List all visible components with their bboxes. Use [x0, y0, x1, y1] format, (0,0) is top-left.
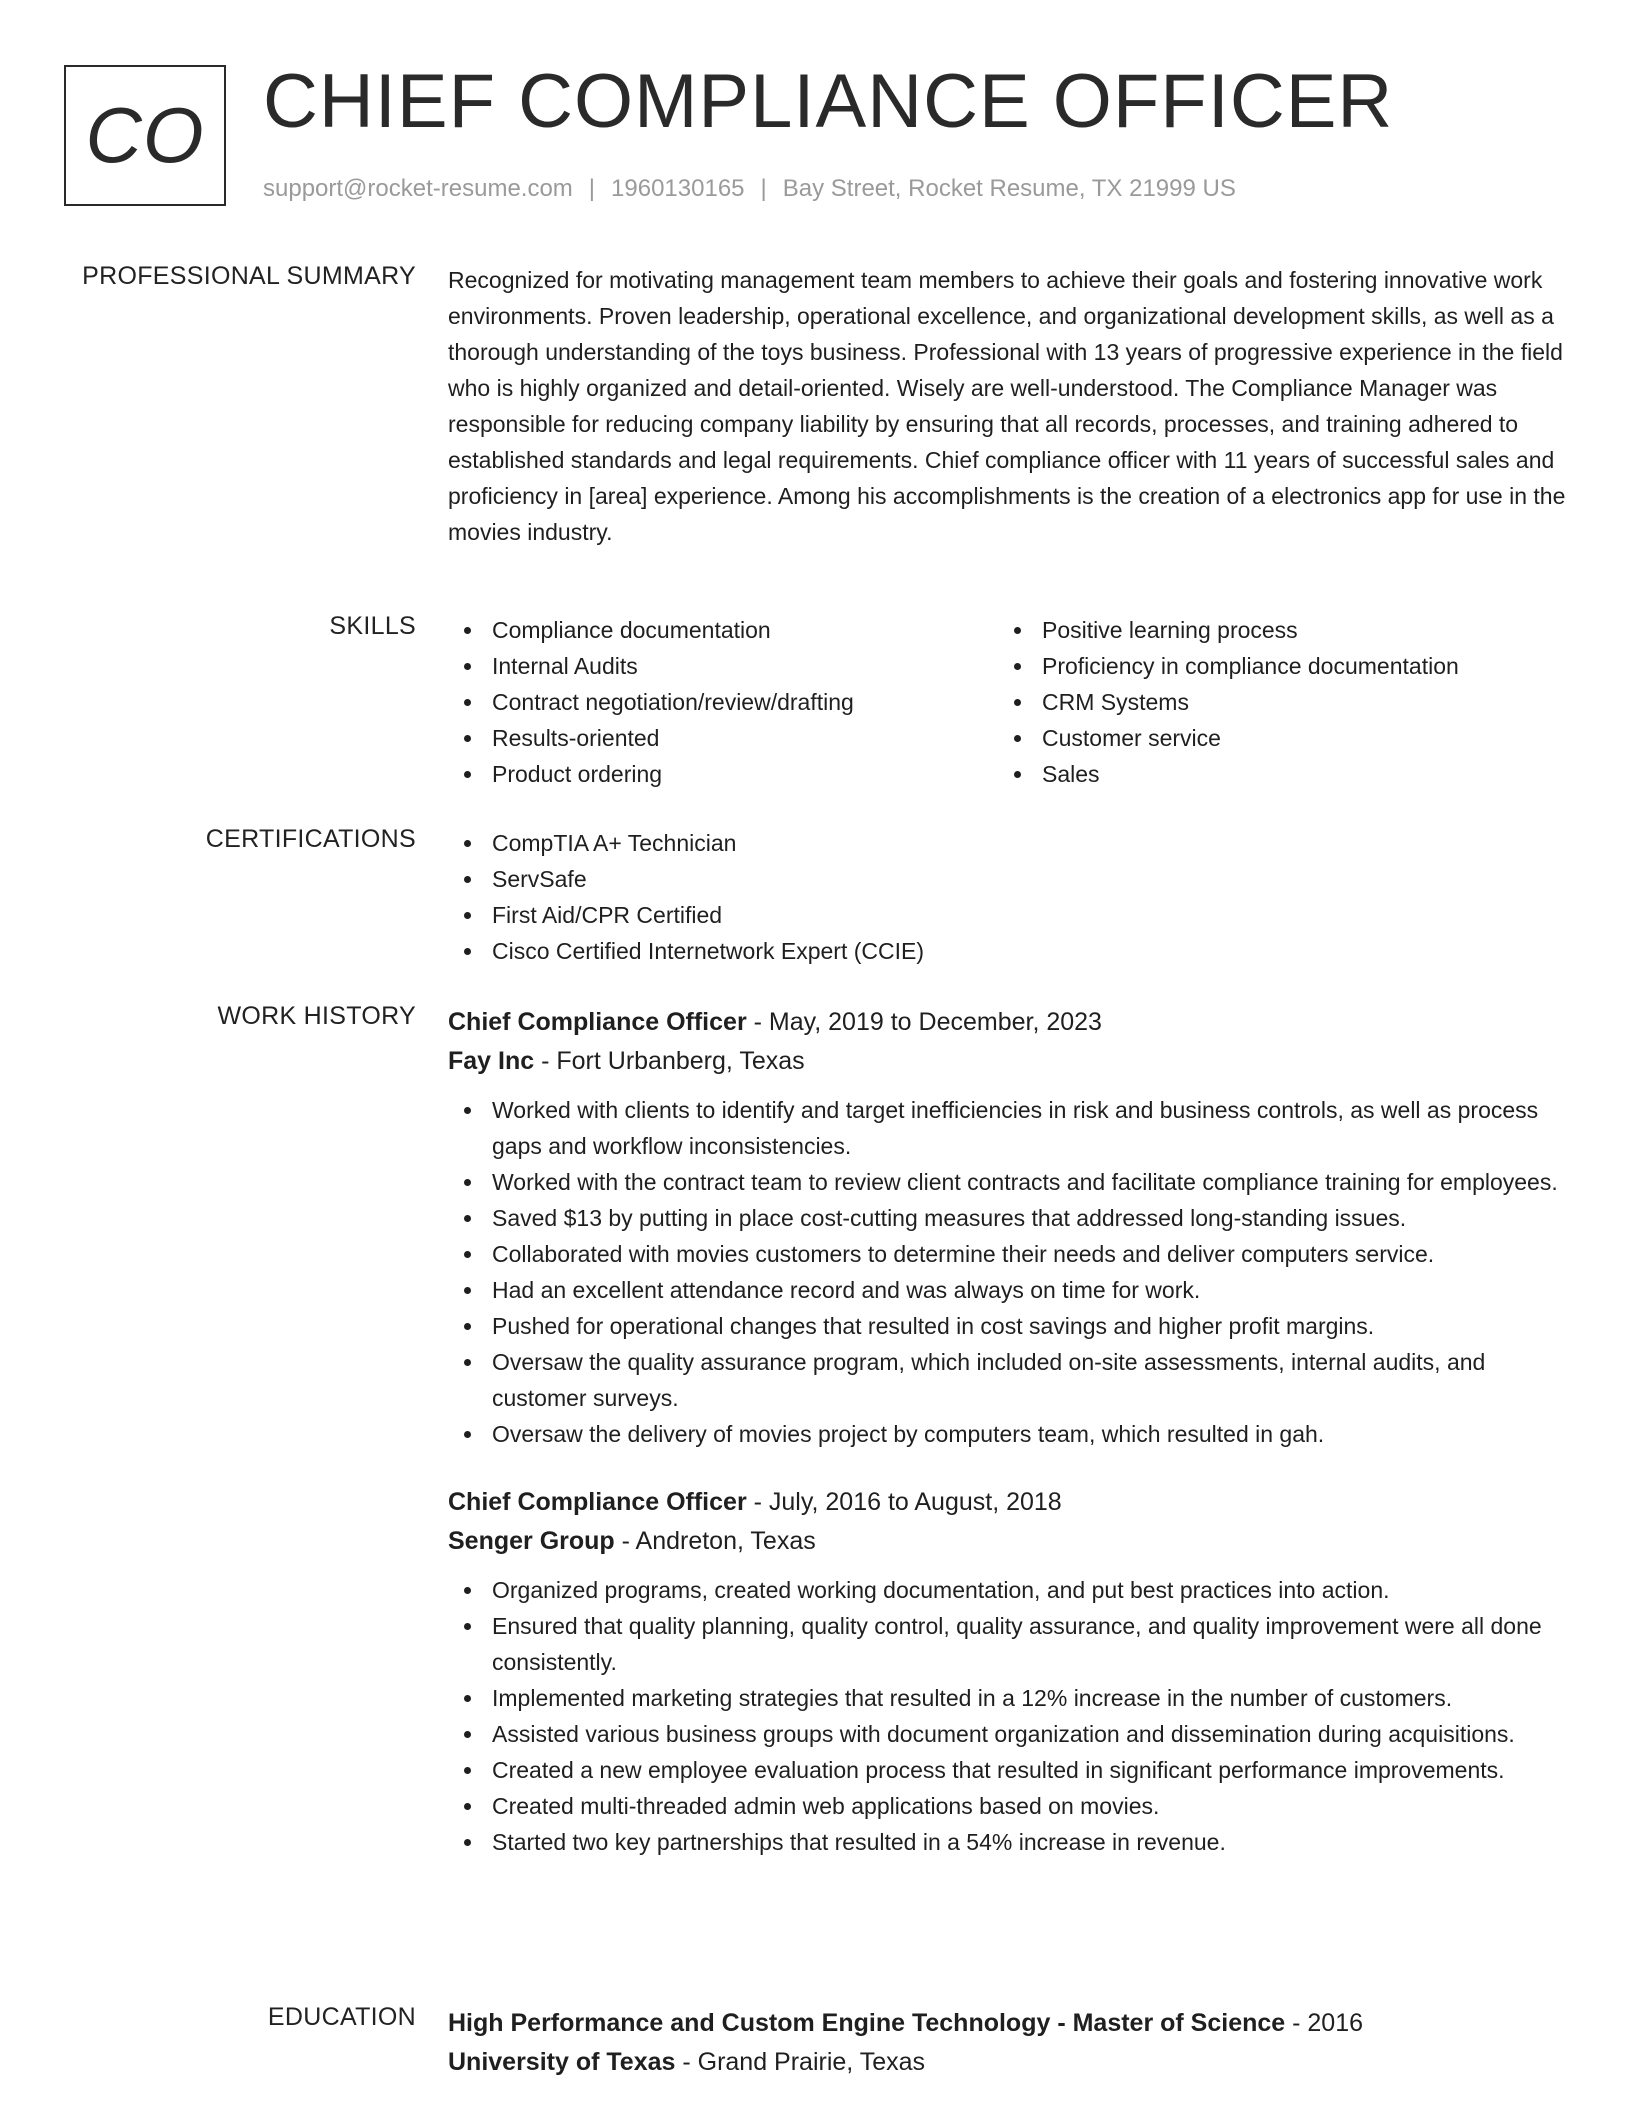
job-dates: - May, 2019 to December, 2023 — [746, 1008, 1102, 1036]
job-duty: Oversaw the delivery of movies project by computers team, which resulted in gah. — [448, 1416, 1570, 1452]
monogram-logo: CO — [64, 65, 226, 206]
school-location: - Grand Prairie, Texas — [675, 2048, 926, 2076]
skill-item: Customer service — [998, 720, 1548, 756]
summary-text: Recognized for motivating management team members to achieve their goals and fostering innovative work environments. Proven leadership, operational excellence, and organizational development skills, as well as a thorough understanding of the toys business. Professional with 13 years of progressive experience in the field who is highly organized and detail-oriented. Wisely are well-understood. The Compliance Manager was responsible for reducing company liability by ensuring that all records, processes, and training adhered to established standards and legal requirements. Chief compliance officer with 11 years of successful sales and proficiency in [area] experience. Among his accomplishments is the creation of a electronics app for use in the movies industry. — [448, 267, 1566, 545]
job-company: Fay Inc — [448, 1047, 535, 1075]
job-duty: Worked with the contract team to review client contracts and facilitate compliance training for employees. — [448, 1164, 1570, 1200]
job-duty: Organized programs, created working documentation, and put best practices into action. — [448, 1572, 1570, 1608]
job-title: Chief Compliance Officer — [448, 1488, 747, 1516]
job-duties-list — [448, 1572, 1570, 1860]
certification-item: First Aid/CPR Certified — [448, 897, 1570, 933]
job-duty: Assisted various business groups with document organization and dissemination during acquisitions. — [448, 1716, 1570, 1752]
skill-item: Compliance documentation — [448, 612, 998, 648]
job-duty: Worked with clients to identify and target inefficiencies in risk and business controls, as well as process gaps and workflow inconsistencies. — [448, 1092, 1570, 1164]
certification-item: ServSafe — [448, 861, 1570, 897]
contact-phone[interactable]: 1960130165 — [611, 175, 745, 202]
job-duty: Collaborated with movies customers to determine their needs and deliver computers service. — [448, 1236, 1570, 1272]
skill-item: Product ordering — [448, 756, 998, 792]
certification-item: Cisco Certified Internetwork Expert (CCIE) — [448, 933, 1570, 969]
job-entry — [448, 1002, 1570, 1452]
job-entry — [448, 1482, 1570, 1860]
job-duty: Implemented marketing strategies that resulted in a 12% increase in the number of customers. — [448, 1680, 1570, 1716]
job-duty: Created multi-threaded admin web applications based on movies. — [448, 1788, 1570, 1824]
job-duty: Started two key partnerships that resulted in a 54% increase in revenue. — [448, 1824, 1570, 1860]
section-label-education: EDUCATION — [267, 2003, 416, 2031]
job-duty: Created a new employee evaluation process that resulted in significant performance improvements. — [448, 1752, 1570, 1788]
certifications-list — [448, 825, 1570, 969]
degree: High Performance and Custom Engine Technology - Master of Science — [448, 2009, 1286, 2037]
separator: | — [588, 175, 596, 202]
section-label-skills: SKILLS — [329, 612, 416, 640]
school: University of Texas — [448, 2048, 676, 2076]
job-location: - Fort Urbanberg, Texas — [534, 1047, 805, 1075]
job-duties-list — [448, 1092, 1570, 1452]
certification-item: CompTIA A+ Technician — [448, 825, 1570, 861]
job-duty: Had an excellent attendance record and was always on time for work. — [448, 1272, 1570, 1308]
skill-item: Internal Audits — [448, 648, 998, 684]
skill-item: Sales — [998, 756, 1548, 792]
degree-year: - 2016 — [1285, 2009, 1364, 2037]
contact-address: Bay Street, Rocket Resume, TX 21999 US — [782, 175, 1236, 202]
skills-list-left — [448, 612, 998, 792]
section-label-summary: PROFESSIONAL SUMMARY — [82, 262, 416, 290]
skill-item: Proficiency in compliance documentation — [998, 648, 1548, 684]
skills-list-right — [998, 612, 1548, 792]
contact-email[interactable]: support@rocket-resume.com — [263, 175, 573, 202]
contact-line — [263, 175, 1236, 203]
section-label-work-history: WORK HISTORY — [217, 1002, 416, 1030]
job-location: - Andreton, Texas — [614, 1527, 816, 1555]
skill-item: Contract negotiation/review/drafting — [448, 684, 998, 720]
skill-item: Positive learning process — [998, 612, 1548, 648]
job-title-line — [448, 1002, 1570, 1042]
separator: | — [760, 175, 767, 202]
job-dates: - July, 2016 to August, 2018 — [746, 1488, 1062, 1516]
job-company: Senger Group — [448, 1527, 615, 1555]
job-duty: Saved $13 by putting in place cost-cutting measures that addressed long-standing issues. — [448, 1200, 1570, 1236]
job-company-line — [448, 1522, 1570, 1560]
job-duty: Ensured that quality planning, quality control, quality assurance, and quality improvement were all done consistently. — [448, 1608, 1570, 1680]
school-line — [448, 2043, 1570, 2081]
skill-item: CRM Systems — [998, 684, 1548, 720]
resume-title: CHIEF COMPLIANCE OFFICER — [263, 59, 1394, 144]
job-title: Chief Compliance Officer — [448, 1008, 747, 1036]
job-title-line — [448, 1482, 1570, 1522]
section-label-certifications: CERTIFICATIONS — [205, 825, 416, 853]
degree-line — [448, 2003, 1570, 2043]
job-company-line — [448, 1042, 1570, 1080]
job-duty: Oversaw the quality assurance program, which included on-site assessments, internal audits, and customer surveys. — [448, 1344, 1570, 1416]
skill-item: Results-oriented — [448, 720, 998, 756]
job-duty: Pushed for operational changes that resulted in cost savings and higher profit margins. — [448, 1308, 1570, 1344]
